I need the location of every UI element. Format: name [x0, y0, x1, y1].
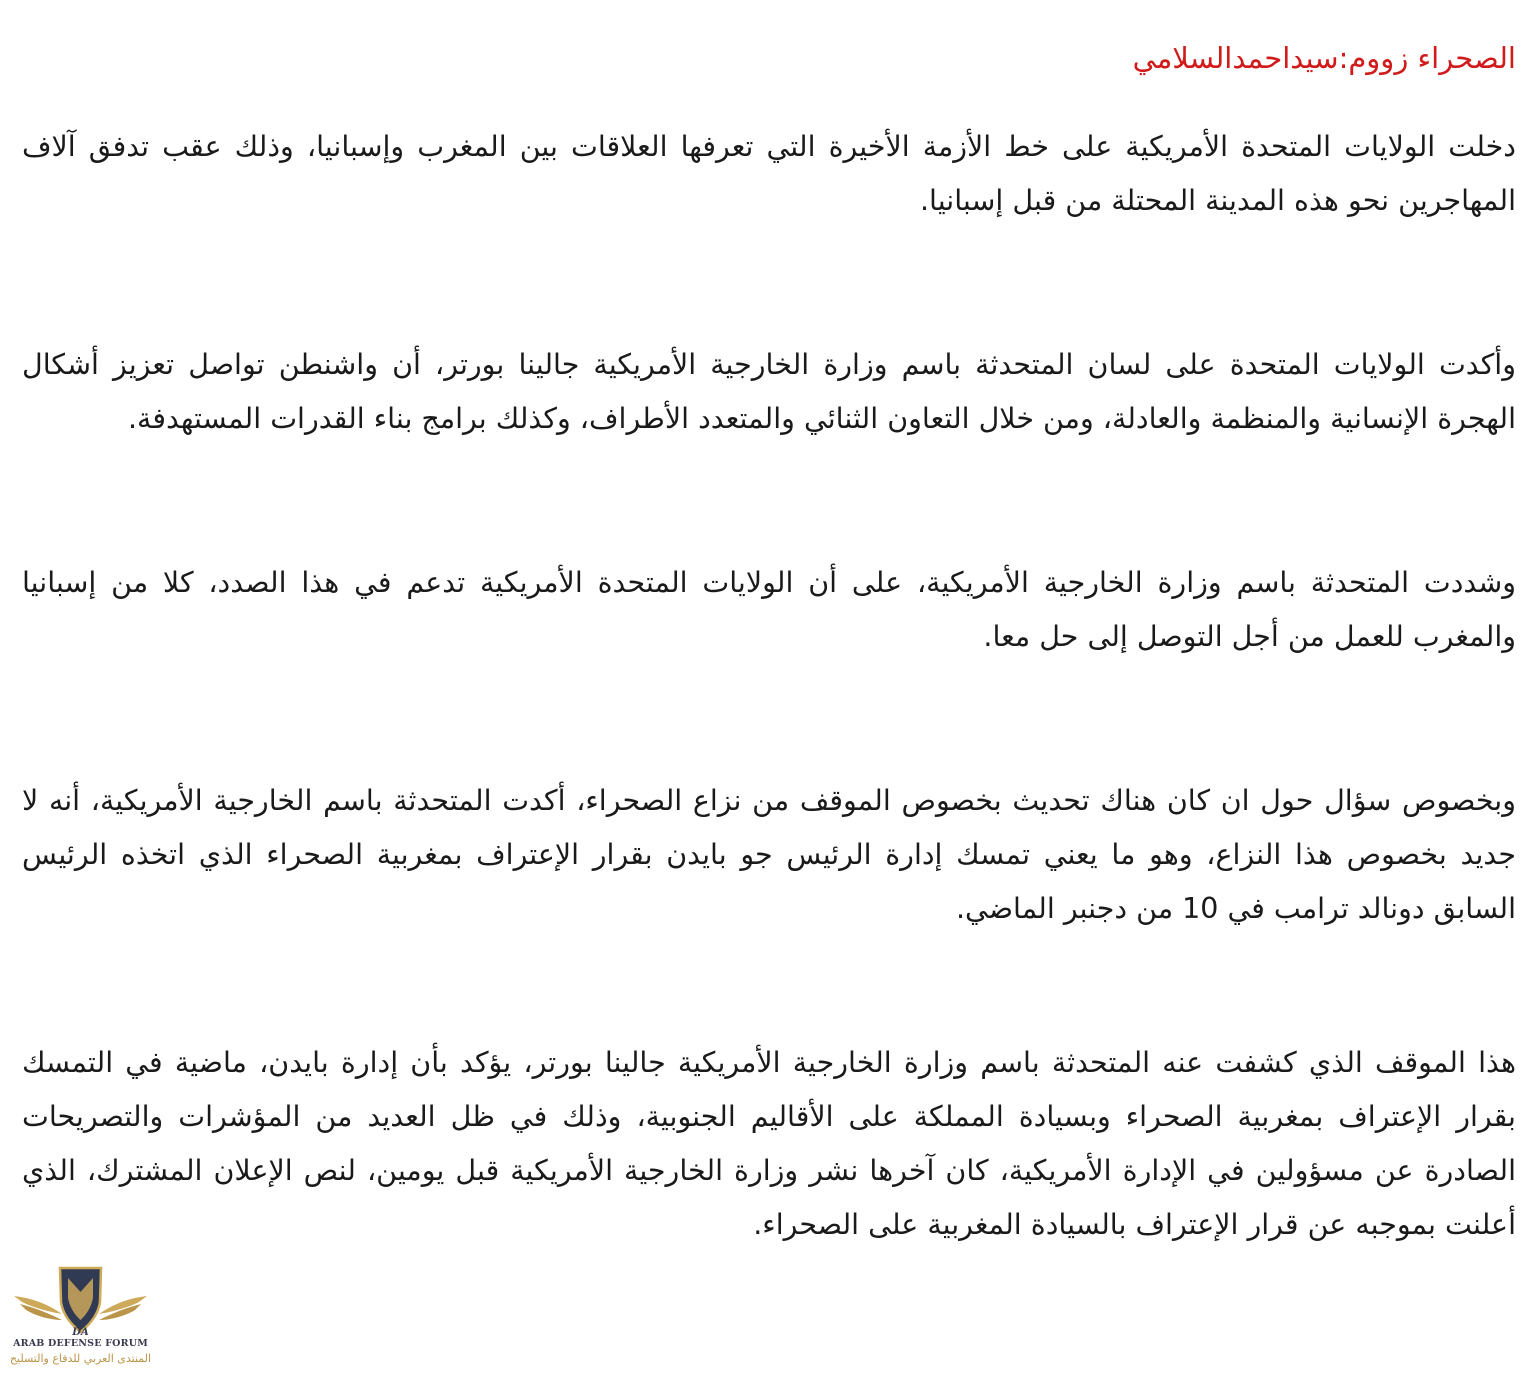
article-paragraph-3: وشددت المتحدثة باسم وزارة الخارجية الأمريكية، على أن الولايات المتحدة الأمريكية تدعم في هذا الصدد، كلا من إسبانيا والمغرب للعمل من أجل التوصل إلى حل معا.	[22, 566, 1516, 653]
shield-wings-logo-icon	[8, 1262, 153, 1338]
watermark-logo	[8, 1262, 153, 1370]
logo-name-en: ARAB DEFENSE FORUM	[13, 1338, 148, 1349]
article-paragraph-5: هذا الموقف الذي كشفت عنه المتحدثة باسم وزارة الخارجية الأمريكية جالينا بورتر، يؤكد بأن إدارة بايدن، ماضية في التمسك بقرار الإعتراف بمغربية الصحراء وبسيادة المملكة على الأقاليم الجنوبية، وذلك في ظل العديد من المؤشرات والتصريحات الصادرة عن مسؤولين في الإدارة الأمريكية، كان آخرها نشر وزارة الخارجية الأمريكية قبل يومين، لنص الإعلان المشترك، الذي أعلنت بموجبه عن قرار الإعتراف بالسيادة المغربية على الصحراء.	[22, 1046, 1516, 1241]
logo-monogram: DA	[72, 1327, 89, 1338]
article-byline: الصحراء زووم:سيداحمدالسلامي	[1132, 41, 1516, 75]
article-paragraph-4: وبخصوص سؤال حول ان كان هناك تحديث بخصوص الموقف من نزاع الصحراء، أكدت المتحدثة باسم الخارجية الأمريكية، أنه لا جديد بخصوص هذا النزاع، وهو ما يعني تمسك إدارة الرئيس جو بايدن بقرار الإعتراف بمغربية الصحراء الذي اتخذه الرئيس السابق دونالد ترامب في 10 من دجنبر الماضي.	[22, 784, 1516, 925]
logo-name-ar: المنتدى العربي للدفاع والتسليح	[9, 1352, 152, 1365]
article	[22, 30, 1516, 1252]
article-paragraph-1: دخلت الولايات المتحدة الأمريكية على خط الأزمة الأخيرة التي تعرفها العلاقات بين المغرب وإسبانيا، وذلك عقب تدفق آلاف المهاجرين نحو هذه المدينة المحتلة من قبل إسبانيا.	[22, 130, 1516, 217]
article-paragraph-2: وأكدت الولايات المتحدة على لسان المتحدثة باسم وزارة الخارجية الأمريكية جالينا بورتر، أن واشنطن تواصل تعزيز أشكال الهجرة الإنسانية والمنظمة والعادلة، ومن خلال التعاون الثنائي والمتعدد الأطراف، وكذلك برامج بناء القدرات المستهدفة.	[22, 348, 1516, 435]
